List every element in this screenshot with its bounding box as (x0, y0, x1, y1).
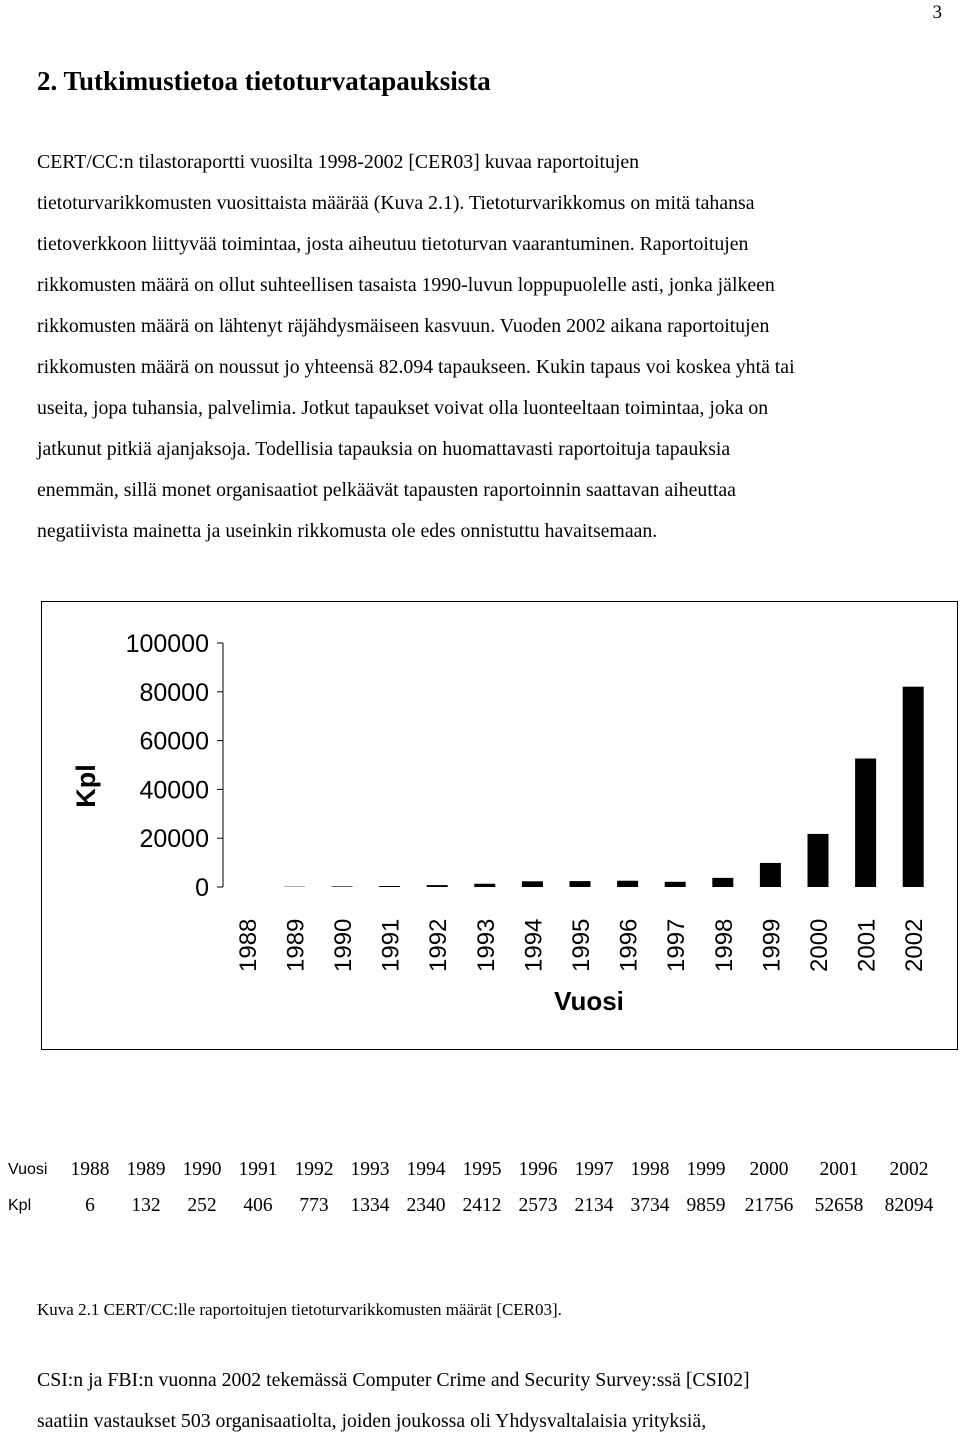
x-tick-label: 1997 (663, 919, 690, 972)
figure-caption: Kuva 2.1 CERT/CC:lle raportoitujen tietoturvarikkomusten määrät [CER03]. (37, 1300, 562, 1320)
bar-1996 (617, 881, 638, 887)
x-tick-label: 1992 (425, 919, 452, 972)
x-tick-label: 2000 (806, 919, 833, 972)
table-cell-count: 1334 (342, 1188, 398, 1224)
paragraph-line: useita, jopa tuhansia, palvelimia. Jotkut tapaukset voivat olla luonteeltaan toimintaa, joka on (37, 388, 937, 429)
bar-1995 (570, 881, 591, 887)
table-cell-count: 132 (118, 1188, 174, 1224)
paragraph-line: rikkomusten määrä on ollut suhteellisen tasaista 1990-luvun loppupuolelle asti, jonka jälkeen (37, 265, 937, 306)
y-tick-label: 80000 (139, 679, 209, 707)
paragraph-line: tietoturvarikkomusten vuosittaista määrää (Kuva 2.1). Tietoturvarikkomus on mitä tahansa (37, 183, 937, 224)
x-tick-label: 1991 (378, 919, 405, 972)
data-table (6, 1152, 944, 1224)
bar-1999 (760, 863, 781, 887)
paragraph-line: tietoverkkoon liittyvää toimintaa, josta aiheutuu tietoturvan vaarantuminen. Raportoitujen (37, 224, 937, 265)
table-cell-year: 1989 (118, 1152, 174, 1188)
paragraph-line: CSI:n ja FBI:n vuonna 2002 tekemässä Computer Crime and Security Survey:ssä [CSI02] (37, 1360, 937, 1401)
table-cell-count: 52658 (804, 1188, 874, 1224)
x-tick-label: 2001 (854, 919, 881, 972)
row-label-count: Kpl (6, 1188, 62, 1224)
paragraph-line: CERT/CC:n tilastoraportti vuosilta 1998-2002 [CER03] kuvaa raportoitujen (37, 142, 937, 183)
bar-1993 (474, 884, 495, 887)
table-cell-year: 2002 (874, 1152, 944, 1188)
bar-1998 (712, 878, 733, 887)
page-number: 3 (933, 2, 943, 24)
x-tick-label: 1989 (282, 919, 309, 972)
y-tick-label: 20000 (139, 825, 209, 853)
table-cell-count: 82094 (874, 1188, 944, 1224)
paragraph-line: saatiin vastaukset 503 organisaatiolta, joiden joukossa oli Yhdysvaltalaisia yrityksiä, (37, 1401, 937, 1442)
bar-1992 (427, 885, 448, 887)
x-tick-label: 1999 (758, 919, 785, 972)
paragraph-line: negatiivista mainetta ja useinkin rikkomusta ole edes onnistuttu havaitsemaan. (37, 511, 937, 552)
x-tick-label: 1993 (473, 919, 500, 972)
paragraph-line: rikkomusten määrä on noussut jo yhteensä 82.094 tapaukseen. Kukin tapaus voi koskea yhtä tai (37, 347, 937, 388)
table-row-years (6, 1152, 944, 1188)
table-cell-year: 1999 (678, 1152, 734, 1188)
y-axis-title: Kpl (71, 764, 101, 808)
body-paragraph (37, 142, 937, 552)
paragraph-line: jatkunut pitkiä ajanjaksoja. Todellisia tapauksia on huomattavasti raportoituja tapauksia (37, 429, 937, 470)
x-tick-label: 1994 (520, 919, 547, 972)
y-tick-label: 100000 (126, 630, 209, 658)
table-cell-year: 1988 (62, 1152, 118, 1188)
y-tick-label: 60000 (139, 728, 209, 756)
bar-2001 (855, 759, 876, 887)
table-cell-year: 1990 (174, 1152, 230, 1188)
x-axis-title: Vuosi (554, 986, 624, 1016)
chart-frame (41, 601, 958, 1050)
x-tick-label: 1990 (330, 919, 357, 972)
row-label-year: Vuosi (6, 1152, 62, 1188)
table-cell-year: 1996 (510, 1152, 566, 1188)
x-tick-label: 1995 (568, 919, 595, 972)
tail-paragraph (37, 1360, 937, 1442)
table-cell-count: 2573 (510, 1188, 566, 1224)
table-cell-year: 1991 (230, 1152, 286, 1188)
table-cell-count: 2340 (398, 1188, 454, 1224)
table-cell-year: 1995 (454, 1152, 510, 1188)
table-cell-year: 1998 (622, 1152, 678, 1188)
table-cell-count: 3734 (622, 1188, 678, 1224)
x-tick-label: 2002 (901, 919, 928, 972)
bar-chart (42, 602, 957, 1049)
table-cell-count: 9859 (678, 1188, 734, 1224)
bar-2002 (903, 687, 924, 887)
bar-1991 (379, 886, 400, 887)
bar-1990 (332, 886, 353, 887)
bar-1994 (522, 881, 543, 887)
table-cell-year: 2001 (804, 1152, 874, 1188)
table-cell-year: 1993 (342, 1152, 398, 1188)
table-cell-count: 773 (286, 1188, 342, 1224)
table-cell-year: 1992 (286, 1152, 342, 1188)
table-cell-count: 2134 (566, 1188, 622, 1224)
table-cell-count: 21756 (734, 1188, 804, 1224)
bar-2000 (808, 834, 829, 887)
y-tick-label: 0 (195, 874, 209, 902)
table-cell-year: 1994 (398, 1152, 454, 1188)
table-row-counts (6, 1188, 944, 1224)
x-tick-label: 1988 (235, 919, 262, 972)
paragraph-line: enemmän, sillä monet organisaatiot pelkäävät tapausten raportoinnin saattavan aiheuttaa (37, 470, 937, 511)
section-heading: 2. Tutkimustietoa tietoturvatapauksista (37, 66, 491, 97)
table-cell-count: 406 (230, 1188, 286, 1224)
table-cell-count: 6 (62, 1188, 118, 1224)
table-cell-year: 1997 (566, 1152, 622, 1188)
table-cell-year: 2000 (734, 1152, 804, 1188)
table-cell-count: 2412 (454, 1188, 510, 1224)
y-tick-label: 40000 (139, 776, 209, 804)
table-cell-count: 252 (174, 1188, 230, 1224)
bar-1997 (665, 882, 686, 887)
x-tick-label: 1996 (616, 919, 643, 972)
paragraph-line: rikkomusten määrä on lähtenyt räjähdysmäiseen kasvuun. Vuoden 2002 aikana raportoitujen (37, 306, 937, 347)
x-tick-label: 1998 (711, 919, 738, 972)
